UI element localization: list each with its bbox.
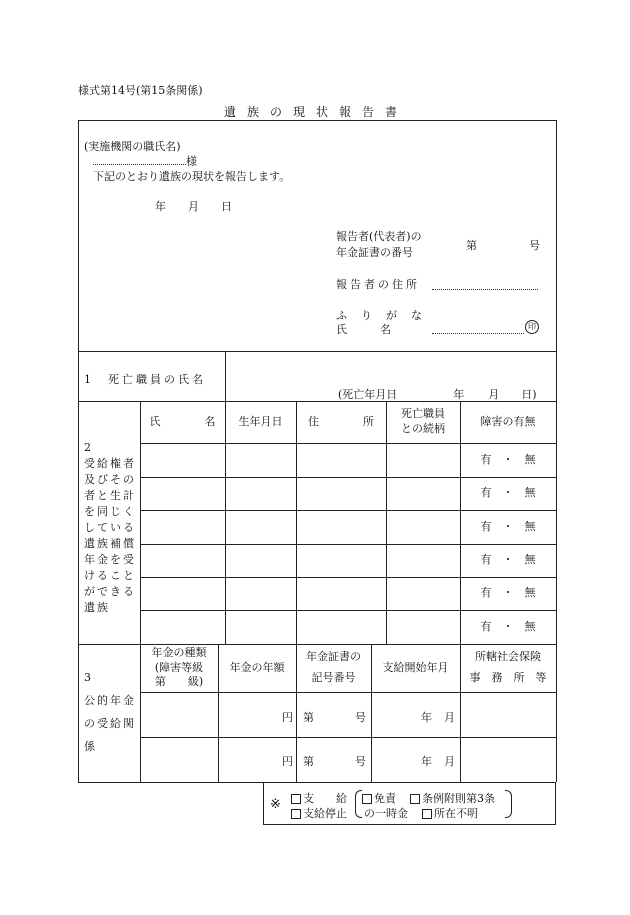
pension-number-label-line1: 報告者(代表者)の xyxy=(336,230,422,243)
seal-mark: 印 xyxy=(525,320,539,334)
form-number: 様式第14号(第15条関係) xyxy=(78,84,203,97)
opt-fusoku-label: 条例附則第3条 xyxy=(422,792,495,805)
frame-right xyxy=(556,120,557,782)
furigana-label: ふりがな xyxy=(336,309,436,322)
start-month-row1: 月 xyxy=(444,711,455,724)
col-birth-header: 生年月日 xyxy=(238,414,283,428)
address-label: 報告者の住所 xyxy=(336,278,420,291)
checkbox-icon xyxy=(422,809,432,819)
sama-text: 様 xyxy=(186,155,197,168)
deceased-name-label: 1 死亡職員の氏名 xyxy=(84,373,206,386)
opt-menseki-label: 免責 xyxy=(374,792,396,805)
col-type-header: 年金の種類 (障害等級 第 級) xyxy=(151,645,207,689)
disability-row5[interactable]: 有 ・ 無 xyxy=(480,586,536,600)
pension-go: 号 xyxy=(529,239,540,252)
start-year-row2: 年 xyxy=(421,755,432,768)
col-start-header: 支給開始年月 xyxy=(382,660,449,674)
amount-yen-row1: 円 xyxy=(282,711,293,724)
office-use-mark: ※ xyxy=(270,797,281,812)
line-sec1-top xyxy=(78,351,556,352)
pension-number-label-line2: 年金証書の番号 xyxy=(336,246,413,259)
date-year: 年 xyxy=(155,200,166,213)
checkbox-icon xyxy=(362,794,372,804)
opt-teishi-label: 支給停止 xyxy=(303,807,347,820)
opt-fumei-label: 所在不明 xyxy=(434,807,478,820)
disability-row1[interactable]: 有 ・ 無 xyxy=(480,452,536,466)
line-sec3-row1 xyxy=(140,737,556,738)
start-month-row2: 月 xyxy=(444,755,455,768)
addressee-label: (実施機関の職氏名) xyxy=(84,140,181,153)
frame-left xyxy=(78,120,79,782)
col-name-header: 氏 名 xyxy=(149,414,216,428)
col-address-header: 住 所 xyxy=(308,414,374,428)
opt-shikyu-label: 支 給 xyxy=(303,792,347,805)
name-label: 氏 名 xyxy=(336,323,391,336)
amount-yen-row2: 円 xyxy=(282,755,293,768)
disability-row2[interactable]: 有 ・ 無 xyxy=(480,486,536,500)
opt-menseki[interactable] xyxy=(362,790,396,806)
date-month: 月 xyxy=(188,200,199,213)
disability-row6[interactable]: 有 ・ 無 xyxy=(480,619,536,633)
col-disability-header: 障害の有無 xyxy=(480,414,536,428)
cert-go-row2: 号 xyxy=(355,755,366,768)
pension-number-label xyxy=(336,229,422,261)
opt-fusoku[interactable] xyxy=(410,790,495,806)
opt-ichijikin-label: の一時金 xyxy=(364,807,408,820)
cert-dai-row2: 第 xyxy=(303,755,314,768)
left-brace xyxy=(355,790,362,818)
line-sec1-divider xyxy=(225,351,226,401)
form-title: 遺族の現状報告書 xyxy=(224,105,409,119)
opt-fumei[interactable] xyxy=(422,805,478,821)
addressee-field[interactable] xyxy=(93,153,197,169)
checkbox-icon xyxy=(410,794,420,804)
cert-dai-row1: 第 xyxy=(303,711,314,724)
death-date-label: (死亡年月日 xyxy=(338,388,398,401)
checkbox-icon xyxy=(291,809,301,819)
death-day: 日) xyxy=(521,388,537,401)
name-field[interactable] xyxy=(432,322,524,334)
col-office-header: 所轄社会保険 事 務 所 等 xyxy=(469,650,547,684)
report-date[interactable] xyxy=(155,198,232,214)
death-date[interactable] xyxy=(338,386,537,402)
disability-row3[interactable]: 有 ・ 無 xyxy=(480,519,536,533)
col-amount-header: 年金の年額 xyxy=(229,660,285,674)
frame-top xyxy=(78,120,556,121)
opt-shikyu[interactable] xyxy=(291,790,347,806)
address-field[interactable] xyxy=(432,278,538,290)
col-relation-header: 死亡職員 との続柄 xyxy=(401,407,445,435)
pension-relation-label: 3 公的年金 の受給関 係 xyxy=(84,671,136,753)
statement: 下記のとおり遺族の現状を報告します。 xyxy=(93,170,291,183)
disability-row4[interactable]: 有 ・ 無 xyxy=(480,553,536,567)
checkbox-icon xyxy=(291,794,301,804)
survivors-label: 2 受給権者 及びその 者と生計 を同じく している 遺族補償 年金を受 けること ができる 遺族 xyxy=(84,441,136,614)
pension-dai: 第 xyxy=(466,239,477,252)
opt-teishi[interactable] xyxy=(291,805,347,821)
date-day: 日 xyxy=(221,200,232,213)
death-year: 年 xyxy=(453,388,465,401)
death-month: 月 xyxy=(488,388,500,401)
right-brace xyxy=(505,790,512,818)
deceased-name-field[interactable] xyxy=(232,360,552,382)
start-year-row1: 年 xyxy=(421,711,432,724)
line-sec3-header xyxy=(140,692,556,693)
cert-go-row1: 号 xyxy=(355,711,366,724)
col-cert-header: 年金証書の 記号番号 xyxy=(306,650,361,684)
